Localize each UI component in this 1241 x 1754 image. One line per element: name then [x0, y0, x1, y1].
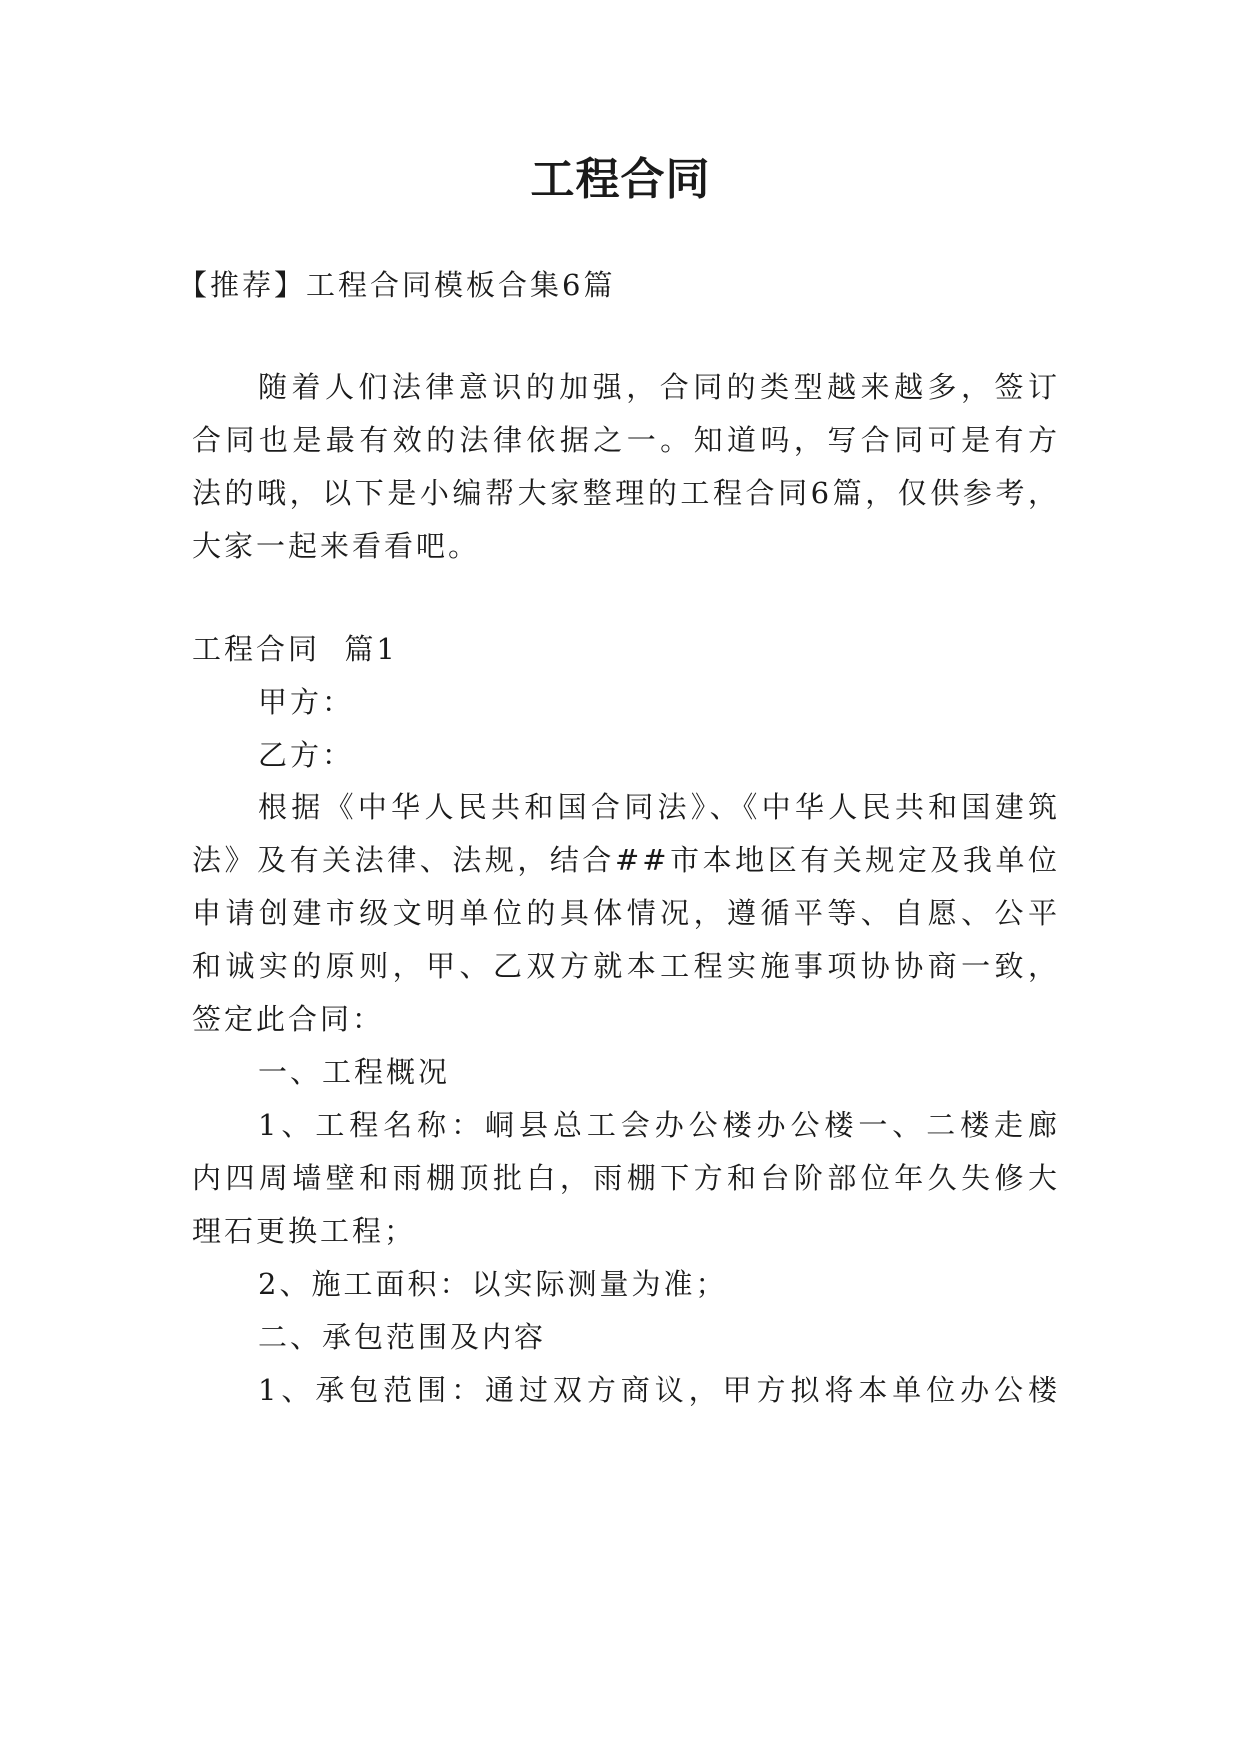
clause-line: 内四周墙壁和雨棚顶批白，雨棚下方和台阶部位年久失修大 — [192, 1161, 1060, 1195]
intro-line: 法的哦，以下是小编帮大家整理的工程合同6篇，仅供参考， — [192, 476, 1060, 510]
intro-line: 大家一起来看看吧。 — [192, 529, 481, 563]
basis-line: 法》及有关法律、法规，结合##市本地区有关规定及我单位 — [192, 843, 1060, 877]
section-heading: 工程合同 篇1 — [192, 632, 398, 666]
clause-line: 2、施工面积：以实际测量为准； — [258, 1267, 728, 1301]
intro-line: 合同也是最有效的法律依据之一。知道吗，写合同可是有方 — [192, 423, 1060, 457]
clause-heading: 二、承包范围及内容 — [258, 1320, 547, 1354]
clause-line: 1、工程名称：峒县总工会办公楼办公楼一、二楼走廊 — [258, 1108, 1060, 1142]
intro-line: 随着人们法律意识的加强，合同的类型越来越多，签订 — [258, 370, 1060, 404]
document-title: 工程合同 — [530, 154, 711, 205]
basis-line: 和诚实的原则，甲、乙双方就本工程实施事项协协商一致， — [192, 949, 1060, 983]
party-b-label: 乙方： — [258, 738, 355, 772]
clause-line: 1、承包范围：通过双方商议，甲方拟将本单位办公楼 — [258, 1373, 1060, 1407]
party-a-label: 甲方： — [258, 685, 355, 719]
clause-heading: 一、工程概况 — [258, 1055, 451, 1089]
basis-line: 根据《中华人民共和国合同法》、《中华人民共和国建筑 — [258, 790, 1060, 824]
basis-line: 签定此合同： — [192, 1002, 385, 1036]
subtitle: 【推荐】工程合同模板合集6篇 — [178, 268, 616, 302]
clause-line: 理石更换工程； — [192, 1214, 417, 1248]
basis-line: 申请创建市级文明单位的具体情况，遵循平等、自愿、公平 — [192, 896, 1060, 930]
